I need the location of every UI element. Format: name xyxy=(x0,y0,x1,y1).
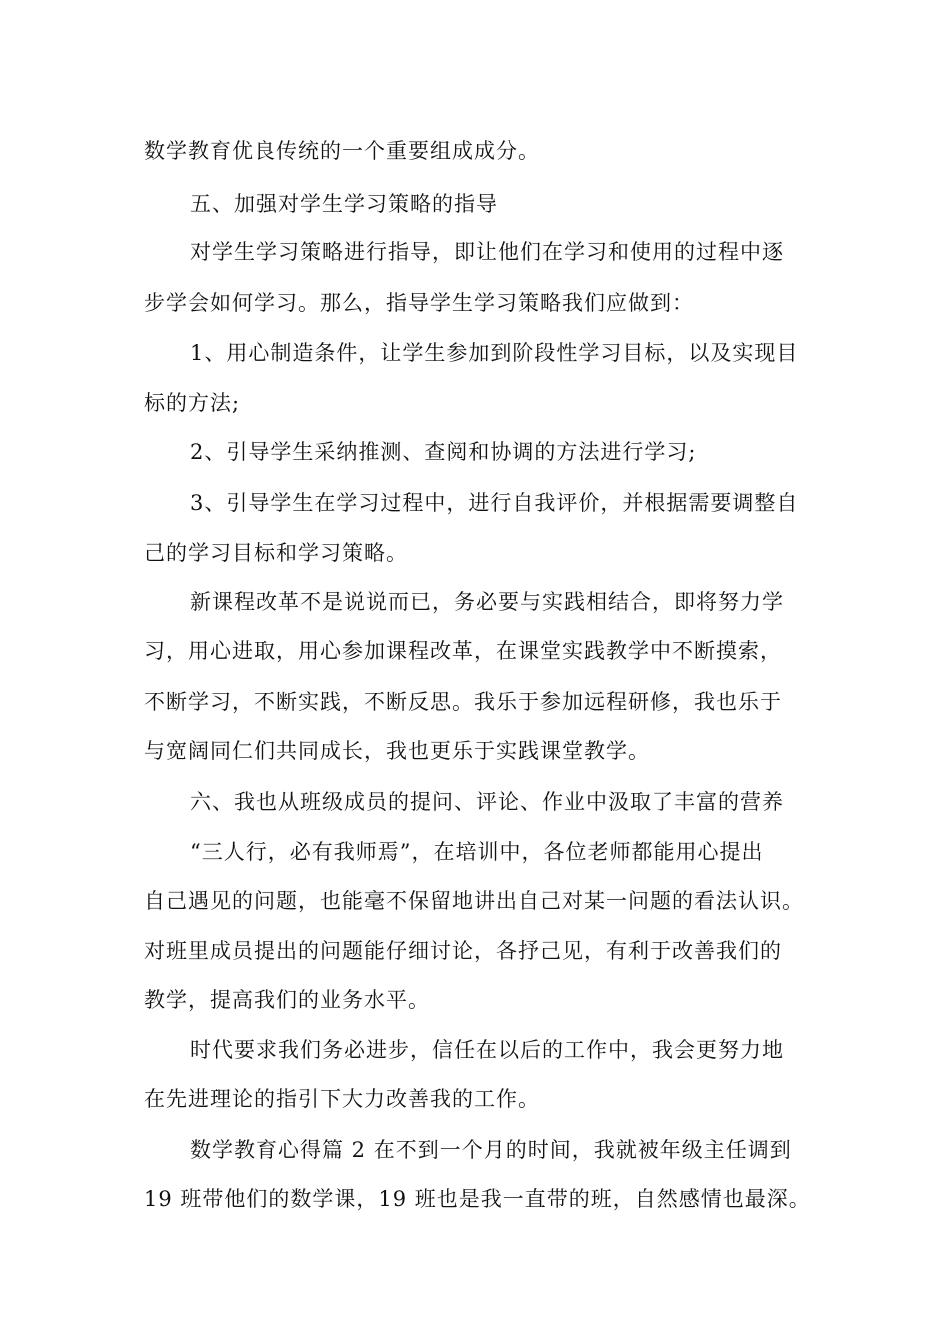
text-line-20: 在先进理论的指引下大力改善我的工作。 xyxy=(144,1087,540,1111)
text-line-16: 自己遇见的问题，也能毫不保留地讲出自己对某一问题的看法认识。 xyxy=(144,889,804,913)
text-line-18: 教学，提高我们的业务水平。 xyxy=(144,988,430,1012)
text-line-21: 数学教育心得篇 2 在不到一个月的时间，我就被年级主任调到 xyxy=(190,1138,792,1162)
list-item-1: 1、用心制造条件，让学生参加到阶段性学习目标，以及实现目 xyxy=(190,341,799,365)
list-item-1-continued: 标的方法; xyxy=(144,391,241,415)
text-line-13: 与宽阔同仁们共同成长，我也更乐于实践课堂教学。 xyxy=(144,739,650,763)
text-line-15: “三人行，必有我师焉”，在培训中，各位老师都能用心提出 xyxy=(190,840,764,864)
text-line-22: 19 班带他们的数学课，19 班也是我一直带的班，自然感情也最深。 xyxy=(144,1187,811,1211)
section-heading-5: 五、加强对学生学习策略的指导 xyxy=(190,192,498,216)
text-line-17: 对班里成员提出的问题能仔细讨论，各抒己见，有利于改善我们的 xyxy=(144,939,782,963)
text-line-1: 数学教育优良传统的一个重要组成成分。 xyxy=(144,139,540,163)
list-item-3: 3、引导学生在学习过程中，进行自我评价，并根据需要调整自 xyxy=(190,491,799,515)
section-heading-6: 六、我也从班级成员的提问、评论、作业中汲取了丰富的营养 xyxy=(190,790,784,814)
text-line-10: 新课程改革不是说说而已，务必要与实践相结合，即将努力学 xyxy=(190,590,784,614)
list-item-3-continued: 己的学习目标和学习策略。 xyxy=(144,541,408,565)
text-line-19: 时代要求我们务必进步，信任在以后的工作中，我会更努力地 xyxy=(190,1038,784,1062)
text-line-11: 习，用心进取，用心参加课程改革，在课堂实践教学中不断摸索， xyxy=(144,639,782,663)
text-line-12: 不断学习，不断实践，不断反思。我乐于参加远程研修，我也乐于 xyxy=(144,690,782,714)
list-item-2: 2、引导学生采纳推测、查阅和协调的方法进行学习; xyxy=(190,440,697,464)
text-line-3: 对学生学习策略进行指导，即让他们在学习和使用的过程中逐 xyxy=(190,240,784,264)
text-line-4: 步学会如何学习。那么，指导学生学习策略我们应做到： xyxy=(144,291,694,315)
